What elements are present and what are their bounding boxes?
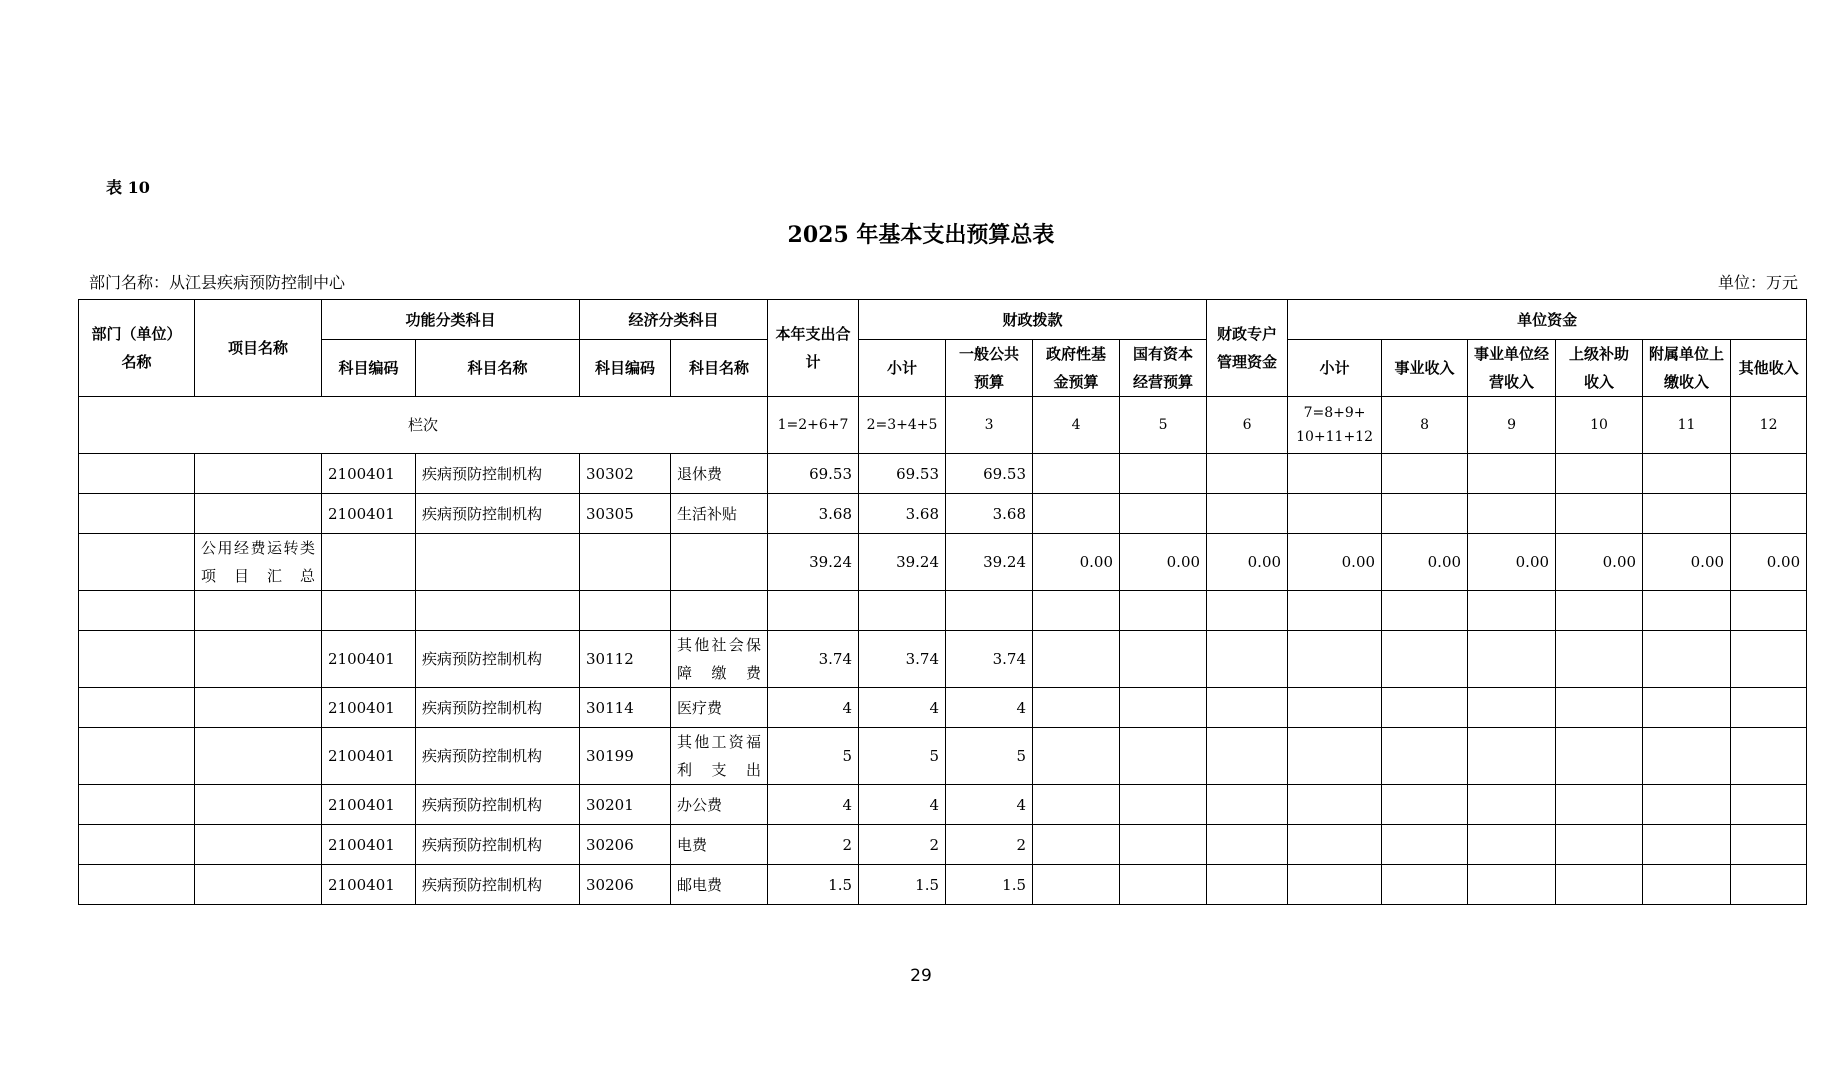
summary-project-name: 公用经费运转类项目汇总 <box>195 534 322 591</box>
header-subsidy: 上级补助收入 <box>1556 340 1643 397</box>
cell-econ-name: 其他工资福利支出 <box>671 728 768 785</box>
cell-fiscal-subtotal: 3.68 <box>859 494 946 534</box>
ci-stateasset: 5 <box>1120 397 1207 454</box>
cell-dept <box>79 494 195 534</box>
cell-func-code: 2100401 <box>322 728 416 785</box>
summary-unit-subtotal: 0.00 <box>1288 534 1382 591</box>
ci-general: 3 <box>946 397 1033 454</box>
cell-func-name: 疾病预防控制机构 <box>416 631 580 688</box>
cell-func-name: 疾病预防控制机构 <box>416 494 580 534</box>
cell-general: 3.74 <box>946 631 1033 688</box>
cell-project <box>195 454 322 494</box>
column-index-row <box>79 397 1807 454</box>
table-row <box>79 454 1807 494</box>
header-fiscal-group: 财政拨款 <box>859 300 1207 340</box>
cell-general: 4 <box>946 785 1033 825</box>
page-title: 2025 年基本支出预算总表 <box>787 222 1055 248</box>
summary-total: 39.24 <box>768 534 859 591</box>
ci-special: 6 <box>1207 397 1288 454</box>
cell-econ-name: 办公费 <box>671 785 768 825</box>
cell-func-name: 疾病预防控制机构 <box>416 454 580 494</box>
cell-func-code: 2100401 <box>322 454 416 494</box>
table-row <box>79 728 1807 785</box>
cell-total: 3.74 <box>768 631 859 688</box>
cell-econ-code: 30305 <box>580 494 671 534</box>
cell-fiscal-subtotal: 1.5 <box>859 865 946 905</box>
cell-total: 4 <box>768 688 859 728</box>
table-row <box>79 865 1807 905</box>
header-affiliated: 附属单位上缴收入 <box>1643 340 1731 397</box>
cell-econ-code: 30199 <box>580 728 671 785</box>
ci-unit-subtotal-line2: 10+11+12 <box>1296 429 1373 445</box>
page-number: 29 <box>910 966 932 986</box>
summary-fiscal-subtotal: 39.24 <box>859 534 946 591</box>
header-general: 一般公共预算 <box>946 340 1033 397</box>
header-econ-name: 科目名称 <box>671 340 768 397</box>
cell-func-code: 2100401 <box>322 825 416 865</box>
summary-affiliated: 0.00 <box>1643 534 1731 591</box>
cell-econ-code: 30112 <box>580 631 671 688</box>
header-operating: 事业单位经营收入 <box>1468 340 1556 397</box>
summary-business: 0.00 <box>1382 534 1468 591</box>
cell-fiscal-subtotal: 5 <box>859 728 946 785</box>
cell-total: 1.5 <box>768 865 859 905</box>
table-row <box>79 825 1807 865</box>
unit-label: 单位：万元 <box>1717 273 1798 292</box>
header-project: 项目名称 <box>195 300 322 397</box>
cell-total: 2 <box>768 825 859 865</box>
cell-total: 4 <box>768 785 859 825</box>
cell-fiscal-subtotal: 4 <box>859 785 946 825</box>
empty-row <box>79 591 1807 631</box>
summary-row <box>79 534 1807 591</box>
summary-special: 0.00 <box>1207 534 1288 591</box>
cell-func-code: 2100401 <box>322 494 416 534</box>
header-unit-subtotal: 小计 <box>1288 340 1382 397</box>
table-row <box>79 688 1807 728</box>
cell-dept <box>79 534 195 591</box>
cell-econ-code: 30201 <box>580 785 671 825</box>
cell-func-name: 疾病预防控制机构 <box>416 825 580 865</box>
budget-table <box>78 299 1807 905</box>
cell-func-name: 疾病预防控制机构 <box>416 865 580 905</box>
cell-general: 1.5 <box>946 865 1033 905</box>
summary-govfund: 0.00 <box>1033 534 1120 591</box>
header-stateasset: 国有资本经营预算 <box>1120 340 1207 397</box>
header-func-group: 功能分类科目 <box>322 300 580 340</box>
cell-func-code: 2100401 <box>322 785 416 825</box>
table-row <box>79 494 1807 534</box>
cell-general: 3.68 <box>946 494 1033 534</box>
ci-unit-subtotal-line1: 7=8+9+ <box>1303 405 1366 421</box>
cell-func-code: 2100401 <box>322 688 416 728</box>
ci-operating: 9 <box>1468 397 1556 454</box>
ci-unit-subtotal <box>1288 397 1382 454</box>
ci-subsidy: 10 <box>1556 397 1643 454</box>
table-row <box>79 785 1807 825</box>
header-func-code: 科目编码 <box>322 340 416 397</box>
ci-govfund: 4 <box>1033 397 1120 454</box>
summary-general: 39.24 <box>946 534 1033 591</box>
cell-fiscal-subtotal: 4 <box>859 688 946 728</box>
cell-total: 3.68 <box>768 494 859 534</box>
cell-general: 5 <box>946 728 1033 785</box>
cell-econ-name: 其他社会保障缴费 <box>671 631 768 688</box>
header-dept: 部门（单位）名称 <box>79 300 195 397</box>
department-name: 部门名称：从江县疾病预防控制中心 <box>89 273 346 292</box>
cell-econ-name: 邮电费 <box>671 865 768 905</box>
header-other: 其他收入 <box>1731 340 1807 397</box>
cell-dept <box>79 454 195 494</box>
header-business: 事业收入 <box>1382 340 1468 397</box>
header-fiscal-subtotal: 小计 <box>859 340 946 397</box>
cell-econ-name: 生活补贴 <box>671 494 768 534</box>
cell-econ-code: 30302 <box>580 454 671 494</box>
ci-total: 1=2+6+7 <box>768 397 859 454</box>
header-econ-code: 科目编码 <box>580 340 671 397</box>
table-row <box>79 631 1807 688</box>
summary-subsidy: 0.00 <box>1556 534 1643 591</box>
cell-general: 2 <box>946 825 1033 865</box>
ci-business: 8 <box>1382 397 1468 454</box>
header-func-name: 科目名称 <box>416 340 580 397</box>
cell-general: 4 <box>946 688 1033 728</box>
cell-econ-code: 30114 <box>580 688 671 728</box>
cell-econ-code: 30206 <box>580 865 671 905</box>
header-econ-group: 经济分类科目 <box>580 300 768 340</box>
cell-fiscal-subtotal: 2 <box>859 825 946 865</box>
ci-other: 12 <box>1731 397 1807 454</box>
header-special: 财政专户管理资金 <box>1207 300 1288 397</box>
cell-project <box>195 494 322 534</box>
ci-affiliated: 11 <box>1643 397 1731 454</box>
cell-econ-code: 30206 <box>580 825 671 865</box>
cell-func-name: 疾病预防控制机构 <box>416 728 580 785</box>
cell-func-name: 疾病预防控制机构 <box>416 688 580 728</box>
column-index-label: 栏次 <box>79 397 768 454</box>
cell-general: 69.53 <box>946 454 1033 494</box>
cell-fiscal-subtotal: 3.74 <box>859 631 946 688</box>
table-number: 表 10 <box>106 178 150 197</box>
cell-total: 69.53 <box>768 454 859 494</box>
header-total: 本年支出合计 <box>768 300 859 397</box>
header-govfund: 政府性基金预算 <box>1033 340 1120 397</box>
cell-econ-name: 医疗费 <box>671 688 768 728</box>
cell-econ-name: 电费 <box>671 825 768 865</box>
cell-econ-name: 退休费 <box>671 454 768 494</box>
summary-operating: 0.00 <box>1468 534 1556 591</box>
cell-func-name: 疾病预防控制机构 <box>416 785 580 825</box>
header-unit-group: 单位资金 <box>1288 300 1807 340</box>
summary-other: 0.00 <box>1731 534 1807 591</box>
cell-func-code: 2100401 <box>322 865 416 905</box>
ci-fiscal-subtotal: 2=3+4+5 <box>859 397 946 454</box>
cell-total: 5 <box>768 728 859 785</box>
cell-func-code: 2100401 <box>322 631 416 688</box>
summary-stateasset: 0.00 <box>1120 534 1207 591</box>
cell-fiscal-subtotal: 69.53 <box>859 454 946 494</box>
